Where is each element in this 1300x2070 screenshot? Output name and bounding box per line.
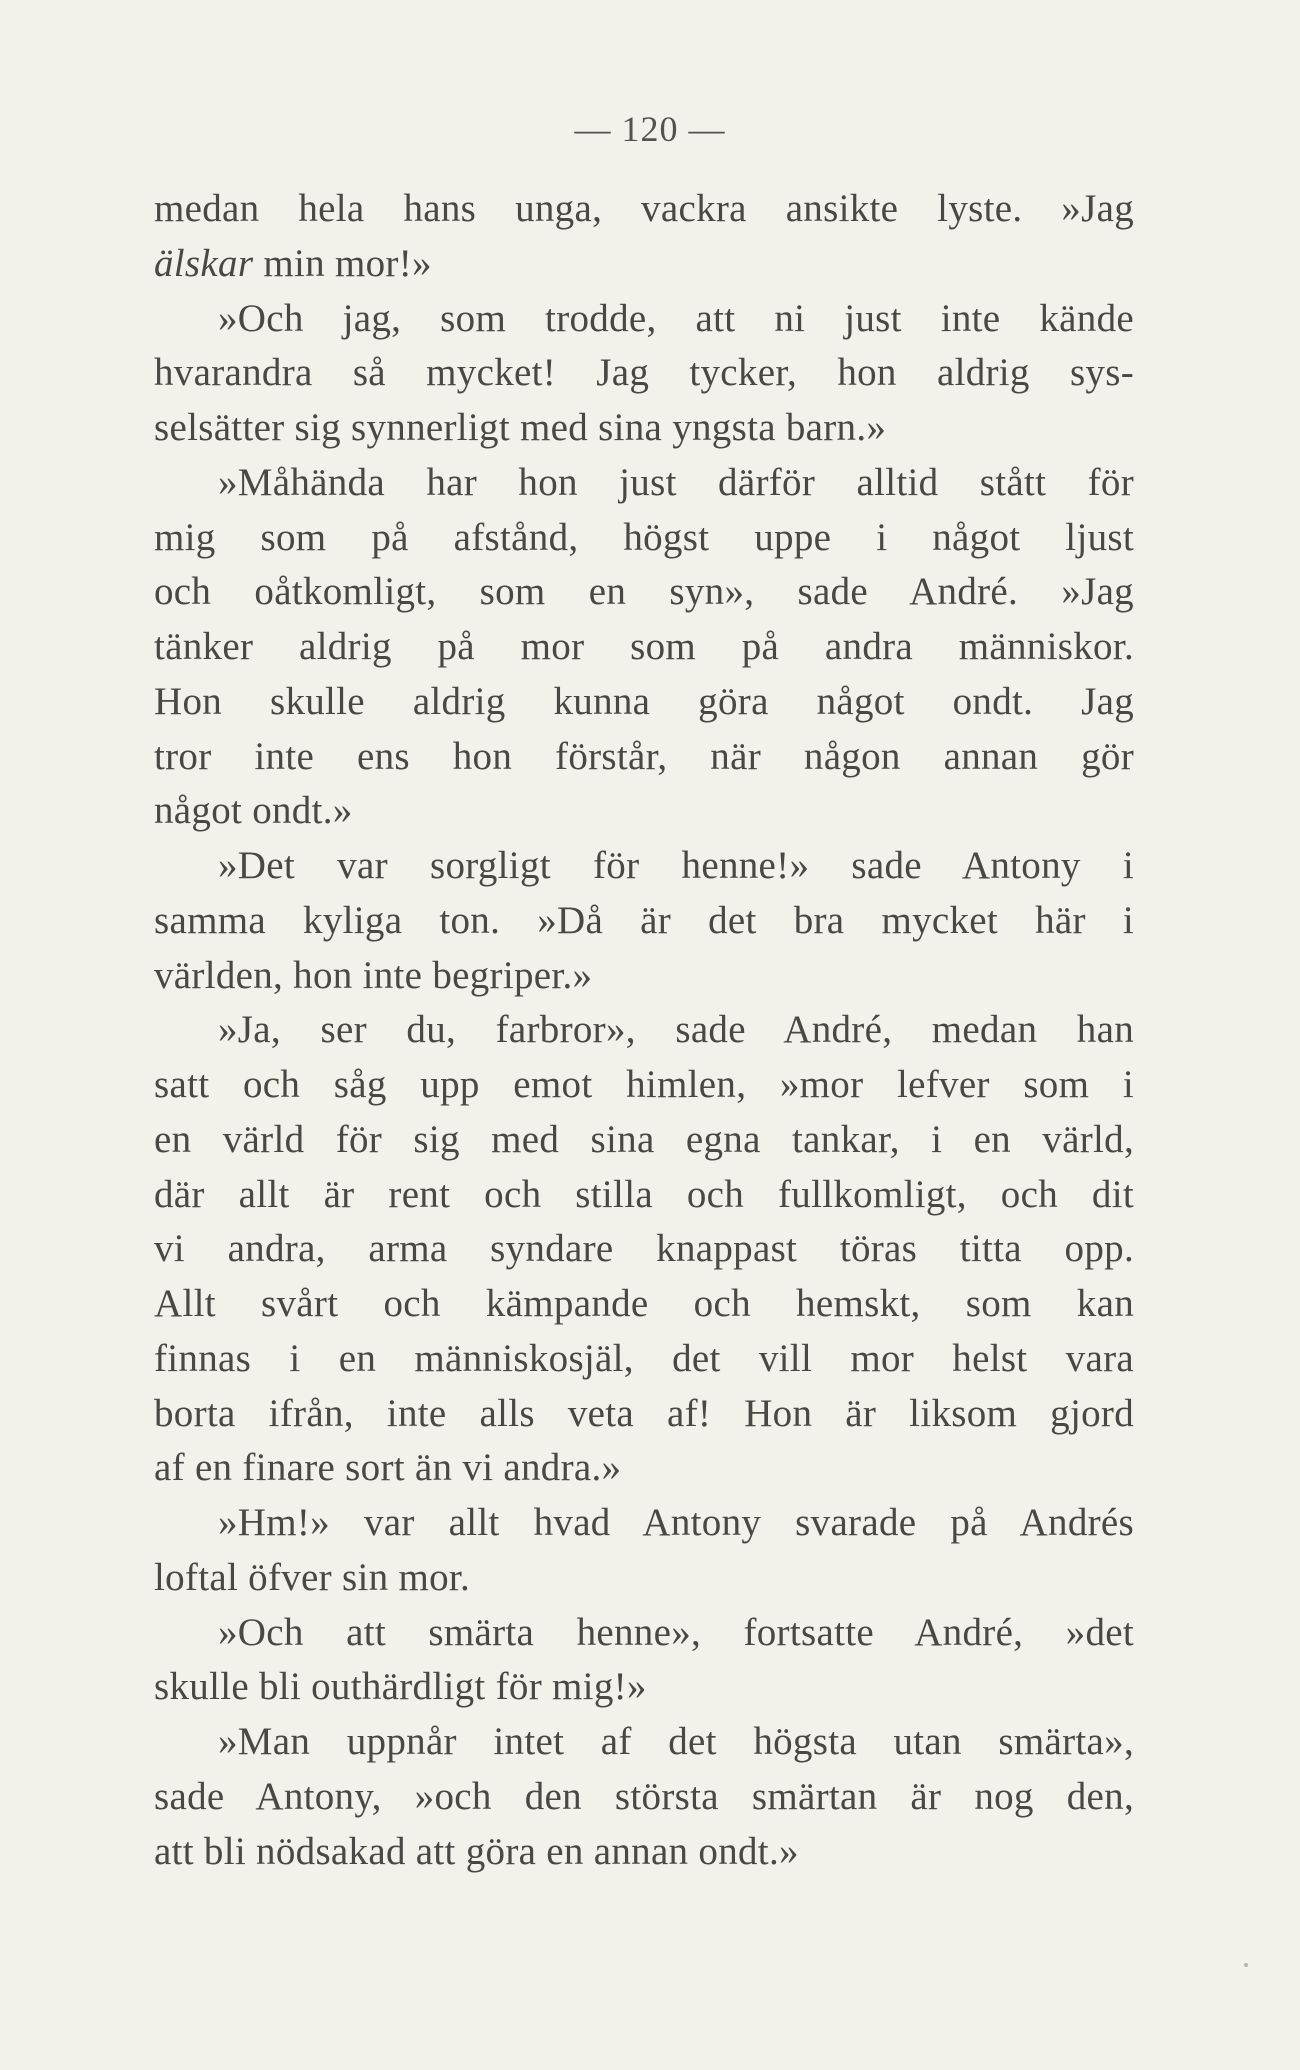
text-line bbox=[154, 511, 1134, 566]
page-number: — 120 — bbox=[574, 109, 726, 149]
text-line bbox=[154, 1387, 1134, 1442]
line-text: vi andra, arma syndare knappast töras titta opp. bbox=[154, 1227, 1134, 1271]
text-line bbox=[154, 1770, 1134, 1825]
line-text: min mor!» bbox=[253, 241, 432, 285]
text-line bbox=[154, 346, 1134, 401]
text-line bbox=[154, 292, 1134, 347]
text-line bbox=[154, 1551, 1134, 1606]
line-text: en värld för sig med sina egna tankar, i en värld, bbox=[154, 1117, 1134, 1161]
line-text: mig som på afstånd, högst uppe i något ljust bbox=[154, 515, 1134, 559]
line-text: loftal öfver sin mor. bbox=[154, 1555, 471, 1599]
line-text: världen, hon inte begriper.» bbox=[154, 953, 593, 997]
line-text: selsätter sig synnerligt med sina yngsta barn.» bbox=[154, 406, 887, 449]
line-text: hvarandra så mycket! Jag tycker, hon aldrig sys- bbox=[154, 351, 1134, 395]
line-text: »Det var sorgligt för henne!» sade Antony i bbox=[218, 844, 1134, 887]
text-line bbox=[154, 565, 1134, 620]
line-text: att bli nödsakad att göra en annan ondt.» bbox=[154, 1829, 799, 1873]
line-text: »Ja, ser du, farbror», sade André, medan han bbox=[218, 1008, 1134, 1052]
text-line bbox=[154, 1222, 1134, 1277]
text-line bbox=[154, 620, 1134, 675]
text-line bbox=[154, 1825, 1134, 1880]
text-line bbox=[154, 1660, 1134, 1715]
line-text: något ondt.» bbox=[154, 789, 353, 833]
line-text: Allt svårt och kämpande och hemskt, som kan bbox=[154, 1282, 1134, 1325]
line-text: »Måhända har hon just därför alltid stått för bbox=[218, 460, 1134, 504]
line-text: tror inte ens hon förstår, när någon annan gör bbox=[154, 734, 1134, 778]
line-text: och oåtkomligt, som en syn», sade André. »Jag bbox=[154, 570, 1134, 614]
text-line bbox=[154, 730, 1134, 785]
text-line bbox=[154, 1168, 1134, 1223]
text-line bbox=[154, 401, 1134, 456]
line-text: samma kyliga ton. »Då är det bra mycket här i bbox=[154, 898, 1134, 942]
paper-speck bbox=[1244, 1963, 1248, 1967]
text-line bbox=[154, 1332, 1134, 1387]
text-line bbox=[154, 949, 1134, 1004]
line-text: medan hela hans unga, vackra ansikte lyste. »Jag bbox=[154, 187, 1134, 230]
line-text: Hon skulle aldrig kunna göra något ondt. Jag bbox=[154, 679, 1134, 723]
text-line bbox=[154, 1715, 1134, 1770]
text-line bbox=[154, 839, 1134, 894]
line-text: där allt är rent och stilla och fullkomligt, och dit bbox=[154, 1172, 1134, 1216]
text-line bbox=[154, 1113, 1134, 1168]
line-text: »Man uppnår intet af det högsta utan smärta», bbox=[218, 1720, 1134, 1763]
text-line bbox=[154, 1277, 1134, 1332]
line-text: »Och att smärta henne», fortsatte André, »det bbox=[218, 1610, 1134, 1654]
text-line bbox=[154, 675, 1134, 730]
text-line bbox=[154, 456, 1134, 511]
text-line bbox=[154, 182, 1134, 237]
line-text: borta ifrån, inte alls veta af! Hon är liksom gjord bbox=[154, 1391, 1134, 1435]
line-text: finnas i en människosjäl, det vill mor helst vara bbox=[154, 1336, 1134, 1380]
text-line bbox=[154, 1003, 1134, 1058]
text-line bbox=[154, 237, 1134, 292]
line-text: sade Antony, »och den största smärtan är nog den, bbox=[154, 1774, 1134, 1818]
text-line bbox=[154, 1606, 1134, 1661]
text-line bbox=[154, 1496, 1134, 1551]
line-text: af en finare sort än vi andra.» bbox=[154, 1446, 622, 1490]
line-text: skulle bli outhärdligt för mig!» bbox=[154, 1665, 647, 1709]
text-line bbox=[154, 784, 1134, 839]
body-text bbox=[154, 182, 1134, 1879]
text-line bbox=[154, 1058, 1134, 1113]
text-line bbox=[154, 1441, 1134, 1496]
text-line bbox=[154, 894, 1134, 949]
line-text: »Hm!» var allt hvad Antony svarade på Andrés bbox=[218, 1501, 1134, 1544]
italic-word: älskar bbox=[154, 241, 254, 285]
line-text: satt och såg upp emot himlen, »mor lefver som i bbox=[154, 1063, 1134, 1106]
line-text: tänker aldrig på mor som på andra människor. bbox=[154, 625, 1134, 668]
line-text: »Och jag, som trodde, att ni just inte kände bbox=[218, 296, 1134, 340]
